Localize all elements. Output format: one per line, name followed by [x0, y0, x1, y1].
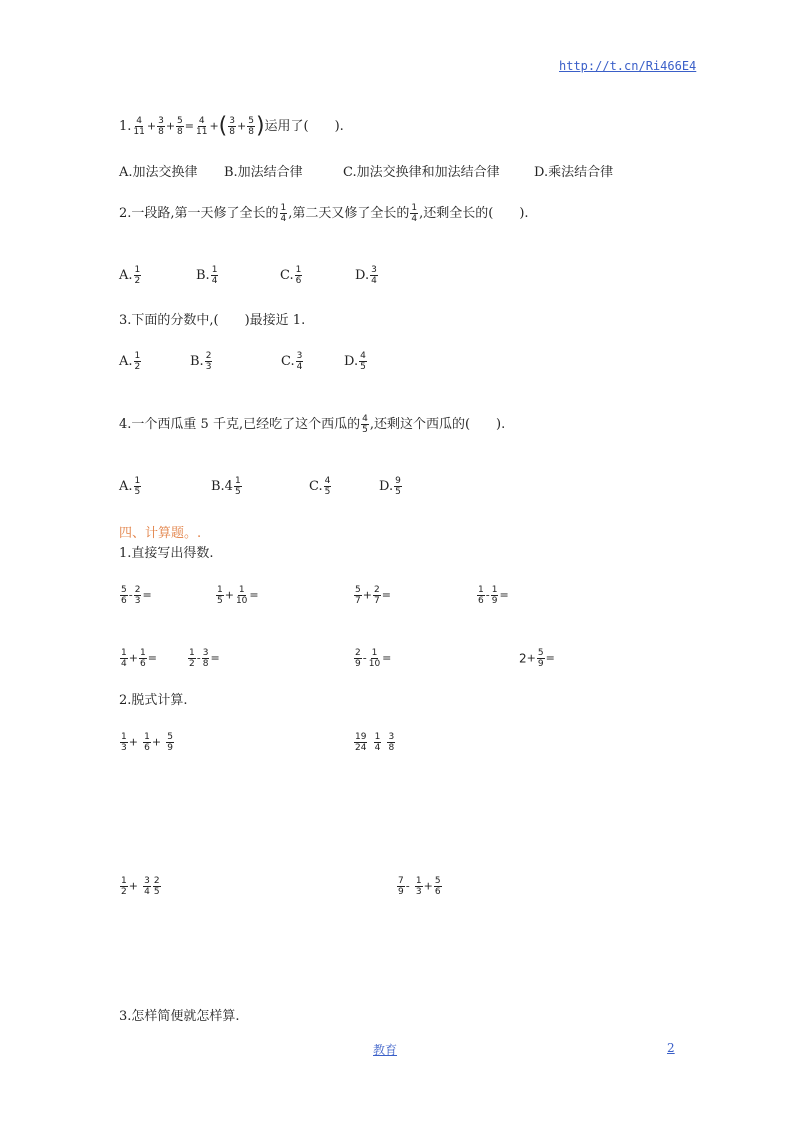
q3-option-a[interactable]: A. $\frac{1}{2}$: [119, 351, 141, 372]
calc1-item: 2+ $\frac{5}{9}$ =: [519, 648, 555, 669]
fraction: $\frac{4}{5}$: [362, 414, 368, 435]
q3-option-b[interactable]: B. $\frac{2}{3}$: [190, 351, 212, 372]
calc1-item: $\frac{1}{2}$ - $\frac{3}{8}$ =: [189, 648, 220, 669]
q1-option-b[interactable]: B.加法结合律: [224, 165, 303, 180]
q4-option-a[interactable]: A. $\frac{1}{5}$: [119, 476, 141, 497]
q1-option-d[interactable]: D.乘法结合律: [534, 165, 614, 180]
q4-option-d[interactable]: D. $\frac{9}{5}$: [379, 476, 401, 497]
q4-option-c[interactable]: C. $\frac{4}{5}$: [309, 476, 331, 497]
question-4: 4.一个西瓜重 5 千克,已经吃了这个西瓜的 $\frac{4}{5}$ ,还剩这个西瓜的( ).: [119, 414, 506, 435]
fraction: $\frac{1}{4}$: [411, 203, 418, 224]
calc2-expression: $\frac{1}{2}$ + $\frac{3}{4}$ $\frac{2}{5}$: [121, 876, 160, 897]
footer-link[interactable]: 教育: [373, 1043, 398, 1057]
fraction: $\frac{4}{11}$: [195, 116, 208, 137]
q2-option-c[interactable]: C. $\frac{1}{6}$: [280, 265, 302, 286]
calc1-item: $\frac{2}{9}$ - $\frac{1}{10}$ =: [355, 648, 392, 669]
calc1-item: $\frac{1}{6}$ - $\frac{1}{9}$ =: [478, 585, 509, 606]
q4-option-b[interactable]: B.4 $\frac{1}{5}$: [211, 476, 241, 497]
fraction: $\frac{5}{8}$: [177, 116, 183, 137]
question-2: 2.一段路,第一天修了全长的 $\frac{1}{4}$ ,第二天又修了全长的 $\frac{1}{4}$ ,还剩全长的( ).: [119, 203, 529, 224]
calc2-expression: $\frac{19}{24}$ $\frac{1}{4}$ $\frac{3}{8}$: [355, 732, 395, 753]
question-3: 3.下面的分数中,( )最接近 1.: [119, 313, 306, 328]
question-1: 1. $\frac{4}{11}$ + $\frac{3}{8}$ + $\frac{5}{8}$ = $\frac{4}{11}$ +( $\frac{3}{8}$ + $\frac{5}{8}$ )运用了( ).: [119, 113, 344, 139]
page-number[interactable]: 2: [667, 1041, 675, 1055]
calc2-expression: $\frac{7}{9}$ - $\frac{1}{3}$ + $\frac{5}{6}$: [398, 876, 441, 897]
section-title: 四、计算题。.: [119, 526, 202, 541]
q3-option-c[interactable]: C. $\frac{3}{4}$: [281, 351, 303, 372]
q2-option-b[interactable]: B. $\frac{1}{4}$: [196, 265, 218, 286]
calc2-title: 2.脱式计算.: [119, 693, 188, 708]
calc2-expression: $\frac{1}{3}$ + $\frac{1}{6}$ + $\frac{5}{9}$: [121, 732, 173, 753]
calc1-item: $\frac{5}{6}$ - $\frac{2}{3}$ =: [121, 585, 152, 606]
q2-option-d[interactable]: D. $\frac{3}{4}$: [355, 265, 377, 286]
fraction: $\frac{1}{4}$: [280, 203, 287, 224]
fraction: $\frac{3}{8}$: [229, 116, 235, 137]
calc1-title: 1.直接写出得数.: [119, 546, 214, 561]
q1-option-a[interactable]: A.加法交换律: [119, 165, 198, 180]
q3-option-d[interactable]: D. $\frac{4}{5}$: [344, 351, 366, 372]
fraction: $\frac{5}{8}$: [248, 116, 254, 137]
q1-option-c[interactable]: C.加法交换律和加法结合律: [343, 165, 500, 180]
calc1-item: $\frac{1}{4}$ + $\frac{1}{6}$ =: [121, 648, 157, 669]
calc3-title: 3.怎样简便就怎样算.: [119, 1009, 240, 1024]
fraction: $\frac{4}{11}$: [133, 116, 145, 137]
q2-option-a[interactable]: A. $\frac{1}{2}$: [119, 265, 141, 286]
header-link[interactable]: http://t.cn/Ri466E4: [559, 59, 697, 73]
calc1-item: $\frac{1}{5}$ + $\frac{1}{10}$ =: [217, 585, 259, 606]
calc1-item: $\frac{5}{7}$ + $\frac{2}{7}$ =: [355, 585, 391, 606]
fraction: $\frac{3}{8}$: [158, 116, 164, 137]
